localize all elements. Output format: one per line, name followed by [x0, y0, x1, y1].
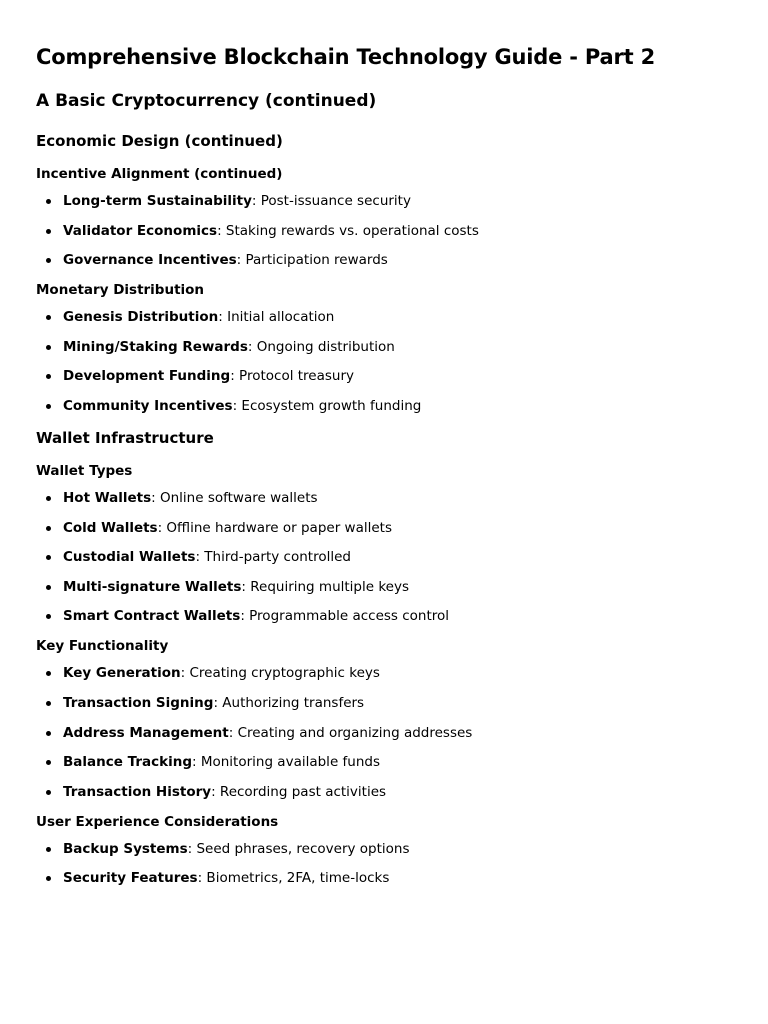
list-item: [36, 307, 732, 327]
item-term: Balance Tracking: [63, 754, 192, 771]
list-item: [36, 518, 732, 538]
item-term: Long-term Sustainability: [63, 193, 252, 209]
item-description: : Requiring multiple keys: [241, 578, 410, 595]
item-term: Key Generation: [63, 665, 181, 682]
item-term: Address Management: [63, 724, 229, 741]
item-description: : Staking rewards vs. operational costs: [217, 222, 479, 239]
item-term: Cold Wallets: [63, 519, 158, 536]
item-description: : Initial allocation: [218, 309, 335, 326]
item-description: : Programmable access control: [240, 608, 450, 625]
item-description: : Authorizing transfers: [213, 694, 365, 711]
list-item: [36, 606, 732, 626]
item-term: Multi-signature Wallets: [63, 578, 242, 595]
item-description: : Seed phrases, recovery options: [187, 840, 410, 857]
item-description: : Monitoring available funds: [191, 754, 381, 771]
list-item: [36, 547, 732, 567]
bullet-icon: [46, 258, 51, 263]
item-description: : Ecosystem growth funding: [232, 397, 422, 414]
bullet-icon: [46, 614, 51, 619]
heading-key-functionality: Key Functionality: [36, 638, 169, 655]
bullet-icon: [46, 847, 51, 852]
heading-monetary-distribution: Monetary Distribution: [36, 282, 205, 299]
item-term: Community Incentives: [63, 397, 233, 414]
list-key-functionality: [36, 663, 732, 801]
bullet-icon: [46, 526, 51, 531]
item-term: Transaction Signing: [63, 694, 214, 711]
item-description: : Post-issuance security: [251, 193, 411, 209]
item-term: Development Funding: [63, 368, 231, 385]
list-item: [36, 488, 732, 508]
bullet-icon: [46, 374, 51, 379]
item-description: : Creating cryptographic keys: [180, 665, 380, 682]
item-description: : Participation rewards: [236, 252, 388, 269]
list-item: [36, 191, 732, 211]
item-term: Custodial Wallets: [63, 549, 196, 566]
item-term: Genesis Distribution: [63, 309, 219, 326]
page-title: Comprehensive Blockchain Technology Guide - Part 2: [36, 45, 656, 69]
item-term: Hot Wallets: [63, 489, 152, 506]
bullet-icon: [46, 199, 51, 204]
item-term: Transaction History: [63, 783, 212, 800]
bullet-icon: [46, 345, 51, 350]
list-item: [36, 693, 732, 713]
item-term: Mining/Staking Rewards: [63, 338, 248, 355]
bullet-icon: [46, 315, 51, 320]
item-description: : Biometrics, 2FA, time-locks: [197, 870, 390, 887]
item-description: : Protocol treasury: [230, 368, 355, 385]
item-description: : Third-party controlled: [195, 549, 351, 566]
list-item: [36, 221, 732, 241]
list-item: [36, 577, 732, 597]
heading-user-experience: User Experience Considerations: [36, 813, 279, 830]
bullet-icon: [46, 585, 51, 590]
bullet-icon: [46, 701, 51, 706]
item-term: Validator Economics: [63, 222, 218, 239]
heading-incentive-alignment: Incentive Alignment (continued): [36, 166, 283, 182]
list-item: [36, 250, 732, 270]
list-item: [36, 752, 732, 772]
list-item: [36, 839, 732, 859]
item-description: : Creating and organizing addresses: [228, 724, 473, 741]
list-item: [36, 782, 732, 802]
item-term: Security Features: [63, 870, 198, 887]
list-item: [36, 337, 732, 357]
item-term: Backup Systems: [63, 840, 188, 857]
bullet-icon: [46, 671, 51, 676]
item-description: : Offline hardware or paper wallets: [157, 519, 392, 536]
bullet-icon: [46, 229, 51, 234]
list-item: [36, 366, 732, 386]
section-heading: A Basic Cryptocurrency (continued): [36, 91, 377, 111]
bullet-icon: [46, 731, 51, 736]
item-term: Governance Incentives: [63, 252, 237, 269]
bullet-icon: [46, 555, 51, 560]
list-item: [36, 723, 732, 743]
list-user-experience: [36, 839, 732, 889]
bullet-icon: [46, 404, 51, 409]
item-description: : Ongoing distribution: [247, 338, 395, 355]
item-description: : Recording past activities: [211, 783, 387, 800]
bullet-icon: [46, 760, 51, 765]
subsection-heading-economic-design: Economic Design (continued): [36, 132, 283, 150]
bullet-icon: [46, 876, 51, 881]
list-item: [36, 396, 732, 416]
bullet-icon: [46, 790, 51, 795]
item-description: : Online software wallets: [151, 489, 318, 506]
list-incentive-alignment: [36, 191, 732, 270]
list-item: [36, 868, 732, 888]
list-wallet-types: [36, 488, 732, 626]
list-item: [36, 663, 732, 683]
list-monetary-distribution: [36, 307, 732, 416]
subsection-heading-wallet-infrastructure: Wallet Infrastructure: [36, 428, 214, 447]
heading-wallet-types: Wallet Types: [36, 462, 133, 479]
item-term: Smart Contract Wallets: [63, 608, 241, 625]
bullet-icon: [46, 496, 51, 501]
